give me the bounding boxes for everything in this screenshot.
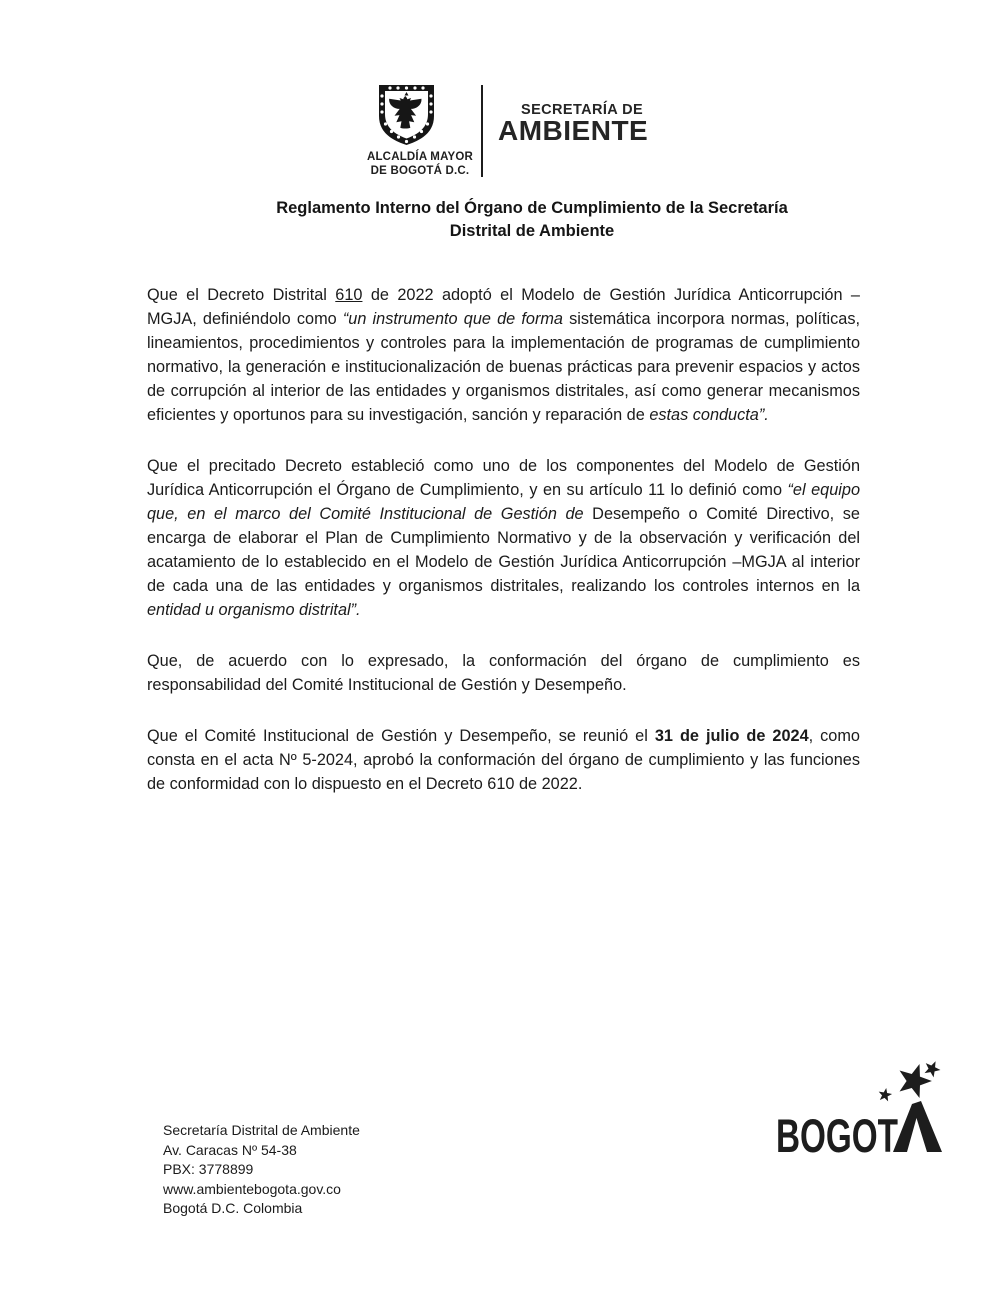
text-segment: de 2022 adoptó el Modelo de Gestión Jurídica Anticorrupción – MGJA, definiéndolo como [147, 286, 860, 328]
address-line-street: Av. Caracas Nº 54-38 [163, 1141, 297, 1158]
text-segment: Que, de acuerdo con lo expresado, la conformación del órgano de cumplimiento es responsabilidad del Comité Institucional de Gestión y Desempeño. [147, 652, 860, 694]
text-segment: Desempeño o Comité Directivo, se encarga de elaborar el Plan de Cumplimiento Normativo y de la observación y verificación del acatamiento de lo establecido en el Modelo de Gestión Jurídica Anticorrupción –MGJA al interior de cada una de las entidades y organismos distritales, realizando los controles internos en la [147, 505, 860, 595]
alcaldia-label-line1: ALCALDÍA MAYOR [366, 151, 474, 163]
address-line-phone: PBX: 3778899 [163, 1161, 254, 1177]
text-segment-italic: “un instrumento que de forma [342, 310, 563, 328]
text-segment: , como consta en el acta Nº 5-2024, aprobó la conformación del órgano de cumplimiento y las funciones de conformidad con lo dispuesto en el Decreto 610 de 2022. [147, 727, 860, 793]
text-segment: Que el precitado Decreto estableció como uno de los componentes del Modelo de Gestión Jurídica Anticorrupción el Órgano de Cumplimiento, y en su artículo 11 lo definió como [147, 457, 860, 499]
footer-address [163, 1121, 360, 1219]
text-segment-underlined: 610 [335, 286, 363, 304]
paragraph-2 [147, 454, 860, 622]
alcaldia-mayor-label [348, 151, 492, 178]
address-line-website: www.ambientebogota.gov.co [163, 1180, 341, 1197]
title-line-2: Distrital de Ambiente [449, 222, 615, 240]
text-segment-italic: “el equipo que, en el marco del Comité Institucional de Gestión de [147, 481, 860, 523]
text-segment: Que el Decreto Distrital [147, 286, 336, 304]
secretaria-wordmark-line1: SECRETARÍA DE [521, 102, 644, 118]
address-line-city: Bogotá D.C. Colombia [163, 1200, 303, 1216]
small-star-right-icon [922, 1058, 943, 1079]
alcaldia-shield-icon [376, 82, 437, 148]
document-title [147, 197, 917, 243]
accent-a-shape [893, 1101, 942, 1152]
small-star-left-icon [877, 1087, 893, 1102]
alcaldia-label-line2: DE BOGOTÁ D.C. [370, 164, 470, 177]
title-line-1: Reglamento Interno del Órgano de Cumplimiento de la Secretaría [276, 199, 788, 217]
logo-divider [481, 85, 483, 177]
document-body [147, 283, 860, 823]
text-segment-bold: 31 de julio de 2024 [654, 727, 809, 745]
address-line-entity: Secretaría Distrital de Ambiente [163, 1122, 360, 1138]
text-segment-italic: entidad u organismo distrital”. [147, 601, 361, 619]
text-segment: Que el Comité Institucional de Gestión y Desempeño, se reunió el [147, 727, 655, 745]
secretaria-wordmark-line2: AMBIENTE [498, 115, 649, 146]
bogota-logo [772, 1055, 967, 1160]
bogota-wordmark-text: BOGOT [776, 1109, 899, 1160]
paragraph-1 [147, 283, 860, 427]
text-segment-italic: estas conducta”. [649, 406, 769, 424]
paragraph-4 [147, 724, 860, 796]
paragraph-3 [147, 649, 860, 697]
text-segment: sistemática incorpora normas, políticas, lineamientos, procedimientos y controles para la implementación de programas de cumplimiento normativo, la generación e institucionalización de buenas prácticas para prevenir espacios y actos de corrupción al interior de las entidades y organismos distritales, así como generar mecanismos eficientes y oportunos para su investigación, sanción y reparación de [147, 310, 860, 424]
